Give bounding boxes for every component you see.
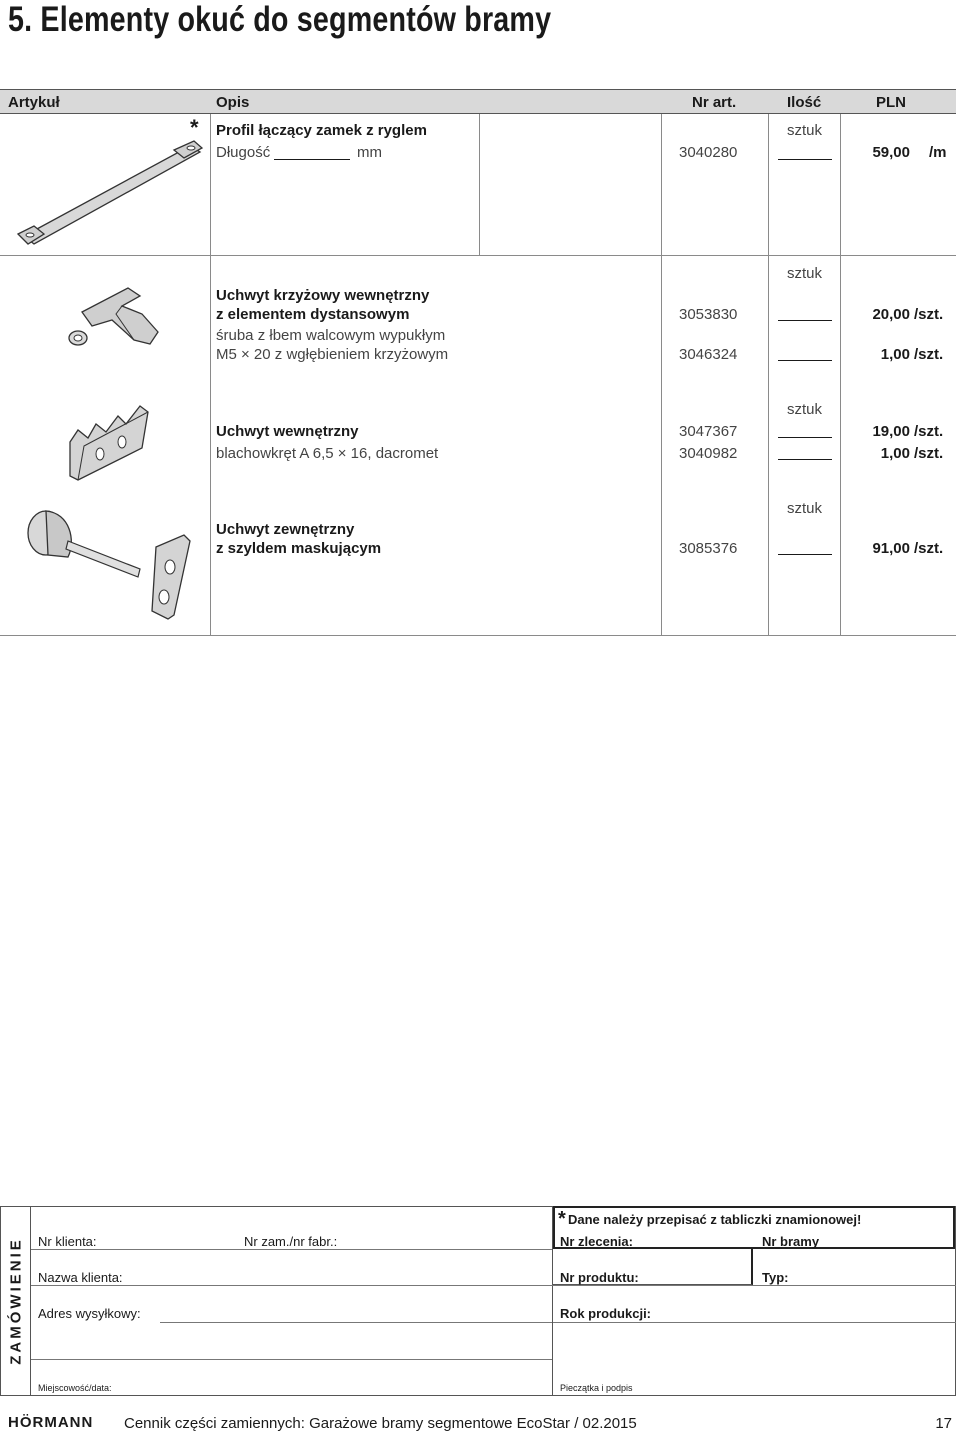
qty-blank bbox=[778, 459, 832, 460]
row2-price1: 20,00 bbox=[872, 306, 910, 323]
qty-blank bbox=[778, 159, 832, 160]
row3-name: Uchwyt wewnętrzny bbox=[216, 423, 359, 440]
order-form bbox=[0, 1206, 956, 1396]
form-line bbox=[31, 1285, 956, 1286]
label-nr-bramy: Nr bramy bbox=[762, 1234, 820, 1249]
row3-nr1: 3047367 bbox=[679, 423, 738, 440]
row3-price2: 1,00 bbox=[880, 445, 910, 462]
row1-nr: 3040280 bbox=[679, 144, 738, 161]
row1-asterisk: * bbox=[190, 115, 199, 140]
row2-unit-label: sztuk bbox=[787, 265, 823, 282]
note-asterisk: * bbox=[558, 1208, 566, 1230]
row4-name-2: z szyldem maskującym bbox=[216, 540, 382, 557]
grid-line bbox=[210, 114, 211, 635]
row2-name-2: z elementem dystansowym bbox=[216, 306, 410, 323]
row4-price: 91,00 bbox=[872, 540, 910, 557]
row3-per1: /szt. bbox=[914, 423, 944, 440]
label-adres: Adres wysyłkowy: bbox=[38, 1306, 141, 1321]
row3-sub: blachowkręt A 6,5 × 16, dacromet bbox=[216, 445, 439, 462]
label-pieczatka: Pieczątka i podpis bbox=[560, 1383, 633, 1393]
row2-per1: /szt. bbox=[914, 306, 944, 323]
grid-line bbox=[661, 114, 662, 635]
nameplate-note: Dane należy przepisać z tabliczki znamionowej! bbox=[568, 1212, 862, 1227]
row4-per: /szt. bbox=[914, 540, 944, 557]
page-number: 17 bbox=[935, 1415, 952, 1432]
row-divider bbox=[0, 635, 956, 636]
row2-nr1: 3053830 bbox=[679, 306, 738, 323]
row3-unit-label: sztuk bbox=[787, 401, 823, 418]
order-side-text: ZAMÓWIENIE bbox=[7, 1237, 24, 1365]
grid-line bbox=[768, 114, 769, 635]
row4-unit-label: sztuk bbox=[787, 500, 823, 517]
label-nr-zam: Nr zam./nr fabr.: bbox=[244, 1234, 338, 1249]
row2-sub-1: śruba z łbem walcowym wypukłym bbox=[216, 327, 446, 344]
form-line bbox=[31, 1359, 552, 1360]
row2-per2: /szt. bbox=[914, 346, 944, 363]
qty-blank bbox=[778, 360, 832, 361]
row1-unit-label: sztuk bbox=[787, 122, 823, 139]
qty-blank bbox=[778, 554, 832, 555]
col-nr-art: Nr art. bbox=[692, 94, 737, 111]
row1-name: Profil łączący zamek z ryglem bbox=[216, 122, 427, 139]
row3-nr2: 3040982 bbox=[679, 445, 738, 462]
form-line bbox=[553, 1322, 956, 1323]
col-artykul: Artykuł bbox=[8, 94, 60, 111]
row2-price2: 1,00 bbox=[880, 346, 910, 363]
qty-blank bbox=[778, 437, 832, 438]
label-miejscowosc: Miejscowość/data: bbox=[38, 1383, 112, 1393]
cross-handle-image bbox=[64, 284, 174, 354]
form-line bbox=[160, 1322, 552, 1323]
qty-blank bbox=[778, 320, 832, 321]
col-opis: Opis bbox=[216, 94, 250, 111]
label-nazwa-klienta: Nazwa klienta: bbox=[38, 1270, 123, 1285]
form-line bbox=[31, 1249, 552, 1250]
row2-name-1: Uchwyt krzyżowy wewnętrzny bbox=[216, 287, 430, 304]
hormann-logo: HÖRMANN bbox=[8, 1414, 94, 1431]
row3-per2: /szt. bbox=[914, 445, 944, 462]
table-header bbox=[0, 89, 956, 114]
label-nr-zlecenia: Nr zlecenia: bbox=[560, 1234, 633, 1249]
row1-length-unit: mm bbox=[357, 144, 382, 161]
row3-price1: 19,00 bbox=[872, 423, 910, 440]
label-rok: Rok produkcji: bbox=[560, 1306, 652, 1321]
row-divider bbox=[0, 255, 956, 256]
label-typ: Typ: bbox=[762, 1270, 789, 1285]
row4-name-1: Uchwyt zewnętrzny bbox=[216, 521, 355, 538]
grid-line bbox=[479, 114, 480, 255]
outer-handle-image bbox=[24, 505, 194, 623]
inner-handle-image bbox=[64, 402, 154, 484]
row2-sub-2: M5 × 20 z wgłębieniem krzyżowym bbox=[216, 346, 449, 363]
label-nr-produktu: Nr produktu: bbox=[560, 1270, 639, 1285]
row2-nr2: 3046324 bbox=[679, 346, 738, 363]
length-blank bbox=[274, 159, 350, 160]
col-ilosc: Ilość bbox=[787, 94, 822, 111]
page-title: 5. Elementy okuć do segmentów bramy bbox=[8, 0, 552, 39]
col-pln: PLN bbox=[876, 94, 906, 111]
row1-length-label: Długość bbox=[216, 144, 271, 161]
label-nr-klienta: Nr klienta: bbox=[38, 1234, 97, 1249]
row4-nr: 3085376 bbox=[679, 540, 738, 557]
profile-bar-image bbox=[14, 138, 204, 250]
footer-text: Cennik części zamiennych: Garażowe bramy segmentowe EcoStar / 02.2015 bbox=[124, 1415, 637, 1432]
row1-per: /m bbox=[929, 144, 947, 161]
order-side-label bbox=[0, 1206, 31, 1396]
row1-price: 59,00 bbox=[872, 144, 910, 161]
